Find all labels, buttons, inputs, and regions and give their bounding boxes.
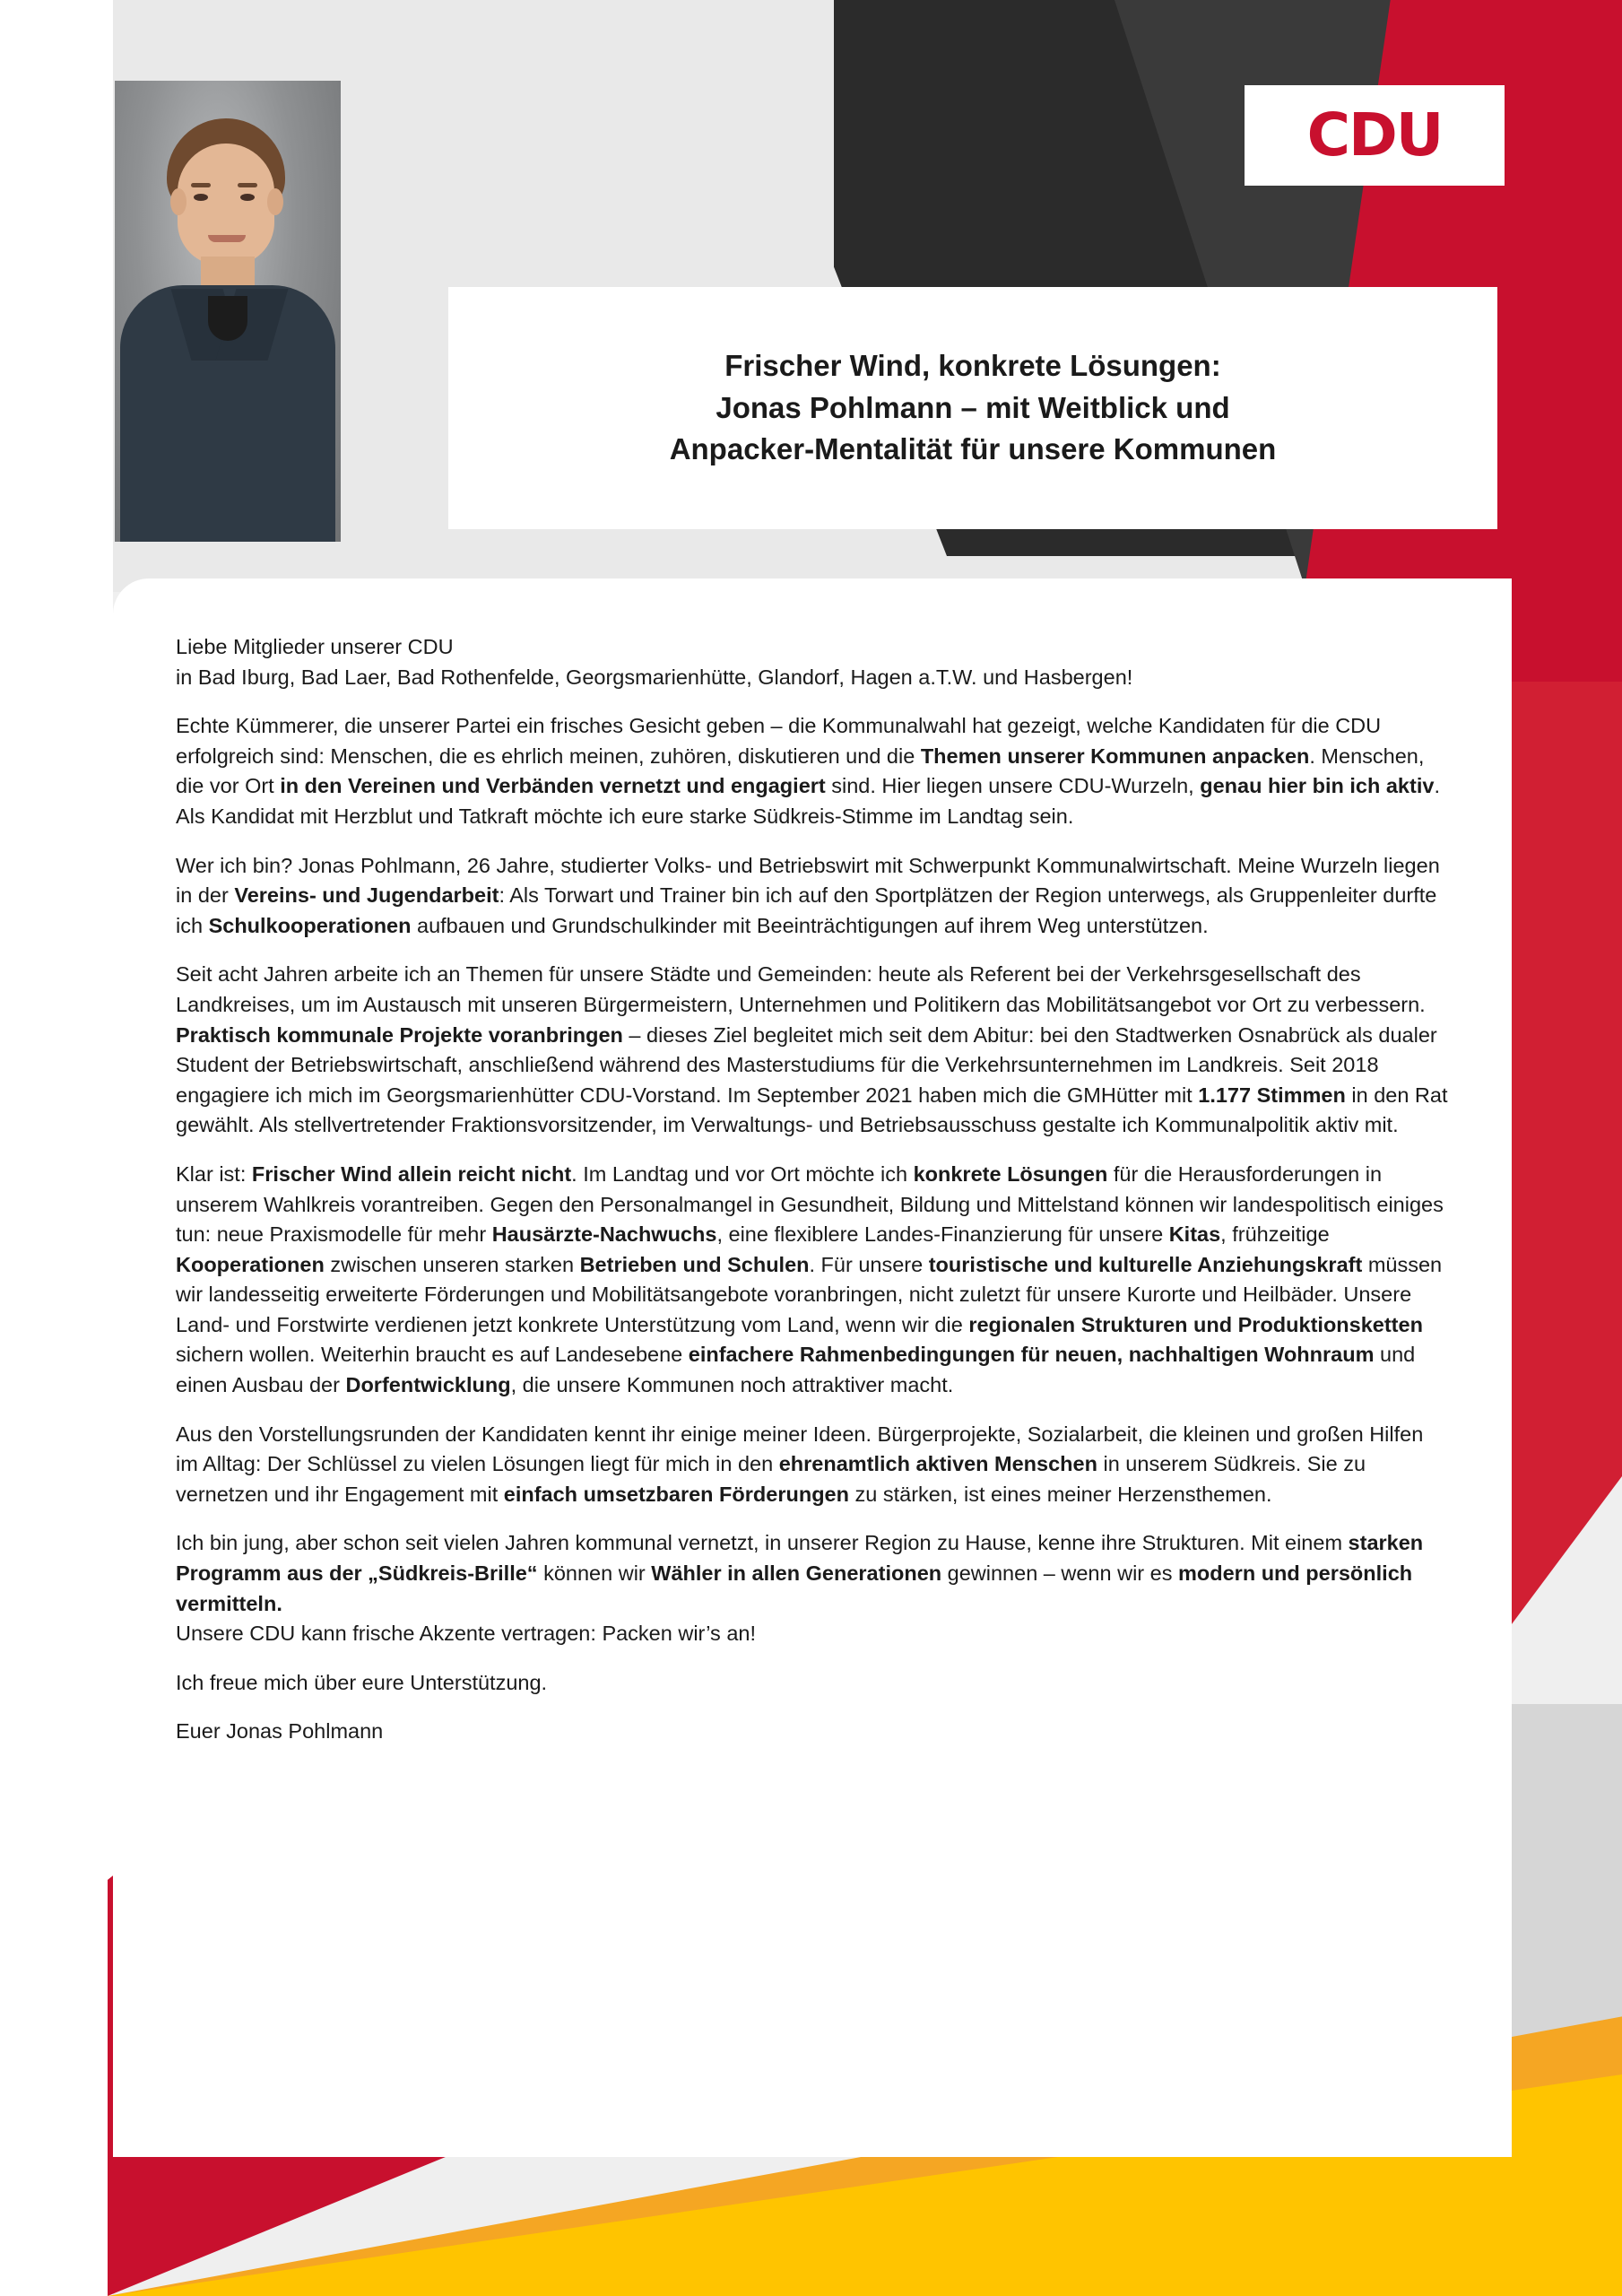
portrait-ear-left <box>170 188 186 215</box>
emphasis-text: genau hier bin ich aktiv <box>1200 774 1435 798</box>
letter-paragraph: Echte Kümmerer, die unserer Partei ein frisches Gesicht geben – die Kommunalwahl hat gezeigt, welche Kandidaten für die CDU erfolgreich sind: Menschen, die es ehrlich meinen, zuhören, diskutieren und die Themen unserer Kommunen anpacken. Menschen, die vor Ort in den Vereinen und Verbänden vernetzt und engagiert sind. Hier liegen unsere CDU-Wurzeln, genau hier bin ich aktiv. Als Kandidat mit Herzblut und Tatkraft möchte ich eure starke Südkreis-Stimme im Landtag sein. <box>176 714 1440 828</box>
background-white-left-margin <box>0 0 113 2296</box>
salutation-line-1: Liebe Mitglieder unserer CDU <box>176 635 454 658</box>
emphasis-text: ehrenamtlich aktiven Menschen <box>778 1452 1097 1476</box>
letter-paragraph: Ich freue mich über eure Unterstützung. <box>176 1670 548 1694</box>
page-title <box>634 345 1313 472</box>
emphasis-text: Wähler in allen Generationen <box>651 1561 942 1586</box>
emphasis-text: Hausärzte-Nachwuchs <box>491 1222 717 1247</box>
portrait-undershirt <box>208 296 247 341</box>
emphasis-text: einfachere Rahmenbedingungen für neuen, nachhaltigen Wohnraum <box>688 1343 1375 1367</box>
salutation-line-2: in Bad Iburg, Bad Laer, Bad Rothenfelde, Georgsmarienhütte, Glandorf, Hagen a.T.W. und Hasbergen! <box>176 665 1133 689</box>
emphasis-text: modern und persönlich vermitteln. <box>176 1561 1413 1615</box>
emphasis-text: Schulkooperationen <box>208 913 412 937</box>
emphasis-text: Betrieben und Schulen <box>579 1252 810 1276</box>
emphasis-text: 1.177 Stimmen <box>1198 1083 1346 1107</box>
portrait-eyebrow-right <box>238 183 257 187</box>
emphasis-text: Vereins- und Jugendarbeit <box>234 883 499 908</box>
portrait-eyebrow-left <box>191 183 211 187</box>
emphasis-text: einfach umsetzbaren Förderungen <box>503 1482 849 1506</box>
letter-paragraph: Aus den Vorstellungsrunden der Kandidaten kennt ihr einige meiner Ideen. Bürgerprojekte, Sozialarbeit, die kleinen und großen Hilfen im Alltag: Der Schlüssel zu vielen Lösungen liegt für mich in den ehrenamtlich aktiven Menschen in unserem Südkreis. Sie zu vernetzen und ihr Engagement mit einfach umsetzbaren Förderungen zu stärken, ist eines meiner Herzensthemen. <box>176 1422 1424 1506</box>
letter-paragraph: Ich bin jung, aber schon seit vielen Jahren kommunal vernetzt, in unserer Region zu Hause, kenne ihre Strukturen. Mit einem starken Programm aus der „Südkreis-Brille“ können wir Wähler in allen Generationen gewinnen – wenn wir es modern und persönlich vermitteln. Unsere CDU kann frische Akzente vertragen: Packen wir’s an! <box>176 1531 1424 1646</box>
letter-paragraph: Klar ist: Frischer Wind allein reicht nicht. Im Landtag und vor Ort möchte ich konkrete Lösungen für die Herausforderungen in unserem Wahlkreis vorantreiben. Gegen den Personalmangel in Gesundheit, Bildung und Mittelstand können wir landespolitisch einiges tun: neue Praxismodelle für mehr Hausärzte-Nachwuchs, eine flexiblere Landes-Finanzierung für unsere Kitas, frühzeitige Kooperationen zwischen unseren starken Betrieben und Schulen. Für unsere touristische und kulturelle Anziehungskraft müssen wir landesseitig erweiterte Förderungen und Mobilitätsangebote voranbringen, nicht zuletzt für unsere Kurorte und Heilbäder. Unsere Land- und Forstwirte verdienen jetzt konkrete Unterstützung vom Land, wenn wir die regionalen Strukturen und Produktionsketten sichern wollen. Weiterhin braucht es auf Landesebene einfachere Rahmenbedingungen für neuen, nachhaltigen Wohnraum und einen Ausbau der Dorfentwicklung, die unsere Kommunen noch attraktiver macht. <box>176 1161 1444 1397</box>
cdu-logo <box>1245 85 1505 186</box>
headline-card <box>448 287 1497 529</box>
headline-line-1: Frischer Wind, konkrete Lösungen: <box>724 348 1221 382</box>
portrait-mouth <box>208 235 246 242</box>
portrait-ear-right <box>267 188 283 215</box>
letter-salutation <box>176 632 1449 692</box>
headline-line-2: Jonas Pohlmann – mit Weitblick und <box>716 390 1230 424</box>
emphasis-text: in den Vereinen und Verbänden vernetzt und engagiert <box>280 774 826 798</box>
emphasis-text: touristische und kulturelle Anziehungskraft <box>928 1252 1363 1276</box>
letter-paragraph: Seit acht Jahren arbeite ich an Themen für unsere Städte und Gemeinden: heute als Referent bei der Verkehrsgesellschaft des Landkreises, um im Austausch mit unseren Bürgermeistern, Unternehmen und Politikern das Mobilitätsangebot vor Ort zu verbessern. Praktisch kommunale Projekte voranbringen – dieses Ziel begleitet mich seit dem Abitur: bei den Stadtwerken Osnabrück als dualer Student der Betriebswirtschaft, anschließend während des Masterstudiums für die Verkehrsunternehmen im Landkreis. Seit 2018 engagiere ich mich im Georgsmarienhütter CDU-Vorstand. Im September 2021 haben mich die GMHütter mit 1.177 Stimmen in den Rat gewählt. Als stellvertretender Fraktionsvorsitzender, im Verwaltungs- und Betriebsausschuss gestalte ich Kommunalpolitik aktiv mit. <box>176 962 1448 1137</box>
letter-body <box>176 632 1449 1747</box>
emphasis-text: Themen unserer Kommunen anpacken <box>920 744 1310 768</box>
cdu-logo-text: CDU <box>1306 100 1443 170</box>
candidate-portrait-photo <box>115 81 341 542</box>
letter-paragraph-list <box>176 711 1449 1747</box>
headline-line-3: Anpacker-Mentalität für unsere Kommunen <box>669 432 1277 466</box>
emphasis-text: Frischer Wind allein reicht nicht <box>251 1161 572 1186</box>
letter-card <box>113 578 1512 2157</box>
portrait-face <box>178 144 274 265</box>
letter-paragraph: Euer Jonas Pohlmann <box>176 1719 384 1744</box>
emphasis-text: regionalen Strukturen und Produktionsketten <box>968 1312 1423 1336</box>
portrait-eye-left <box>194 194 208 201</box>
letter-paragraph: Wer ich bin? Jonas Pohlmann, 26 Jahre, studierter Volks- und Betriebswirt mit Schwerpunkt Kommunalwirtschaft. Meine Wurzeln liegen in der Vereins- und Jugendarbeit: Als Torwart und Trainer bin ich auf den Sportplätzen der Region unterwegs, als Gruppenleiter durfte ich Schulkooperationen aufbauen und Grundschulkinder mit Beeinträchtigungen auf ihrem Weg unterstützen. <box>176 853 1440 937</box>
portrait-eye-right <box>240 194 255 201</box>
emphasis-text: konkrete Lösungen <box>913 1161 1108 1186</box>
emphasis-text: Praktisch kommunale Projekte voranbringen <box>176 1022 623 1047</box>
emphasis-text: starken Programm aus der „Südkreis-Brille“ <box>176 1531 1424 1586</box>
emphasis-text: Dorfentwicklung <box>345 1373 511 1397</box>
emphasis-text: Kooperationen <box>176 1252 325 1276</box>
emphasis-text: Kitas <box>1168 1222 1221 1247</box>
